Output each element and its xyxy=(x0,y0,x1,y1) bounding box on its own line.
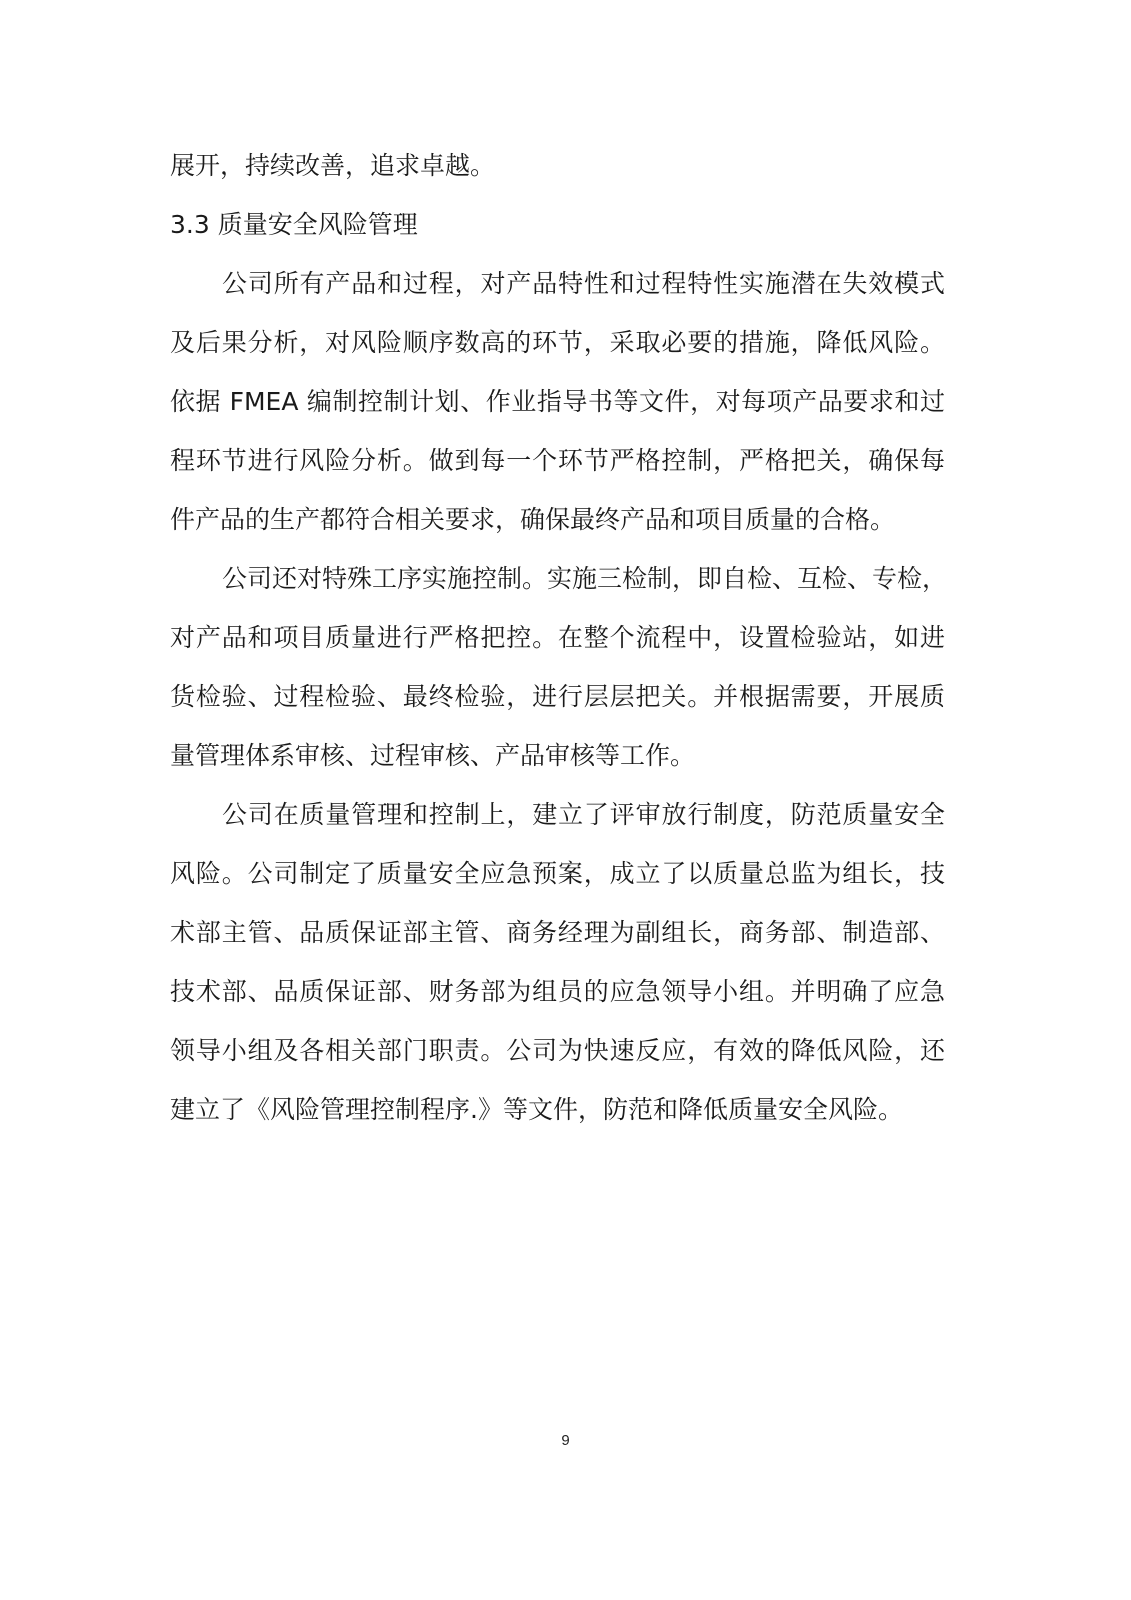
page-body xyxy=(170,139,948,1142)
paragraph-line: 领导小组及各相关部门职责。公司为快速反应，有效的降低风险，还 xyxy=(170,1036,945,1065)
page-number: 9 xyxy=(561,1432,570,1449)
paragraph-line: 程环节进行风险分析。做到每一个环节严格控制，严格把关，确保每 xyxy=(170,446,945,475)
paragraph-line: 依据 FMEA 编制控制计划、作业指导书等文件，对每项产品要求和过 xyxy=(170,387,945,416)
paragraph-line: 技术部、品质保证部、财务部为组员的应急领导小组。并明确了应急 xyxy=(170,977,945,1006)
paragraph-line: 货检验、过程检验、最终检验，进行层层把关。并根据需要，开展质 xyxy=(170,682,945,711)
paragraph-line: 公司所有产品和过程，对产品特性和过程特性实施潜在失效模式 xyxy=(222,269,945,298)
paragraph-line: 公司在质量管理和控制上，建立了评审放行制度，防范质量安全 xyxy=(222,800,945,829)
paragraph-line: 建立了《风险管理控制程序.》等文件，防范和降低质量安全风险。 xyxy=(170,1095,903,1124)
paragraph-line: 风险。公司制定了质量安全应急预案，成立了以质量总监为组长，技 xyxy=(170,859,945,888)
section-heading: 3.3 质量安全风险管理 xyxy=(170,210,418,239)
paragraph-1 xyxy=(170,257,945,552)
paragraph-3 xyxy=(170,788,945,1142)
paragraph-line: 公司还对特殊工序实施控制。实施三检制，即自检、互检、专检， xyxy=(222,564,948,593)
paragraph-line: 件产品的生产都符合相关要求，确保最终产品和项目质量的合格。 xyxy=(170,505,896,534)
intro-tail-line: 展开，持续改善，追求卓越。 xyxy=(170,151,496,180)
paragraph-2 xyxy=(170,552,948,788)
paragraph-line: 及后果分析，对风险顺序数高的环节，采取必要的措施，降低风险。 xyxy=(170,328,945,357)
paragraph-line: 对产品和项目质量进行严格把控。在整个流程中，设置检验站，如进 xyxy=(170,623,945,652)
paragraph-line: 术部主管、品质保证部主管、商务经理为副组长，商务部、制造部、 xyxy=(170,918,945,947)
paragraph-line: 量管理体系审核、过程审核、产品审核等工作。 xyxy=(170,741,696,770)
